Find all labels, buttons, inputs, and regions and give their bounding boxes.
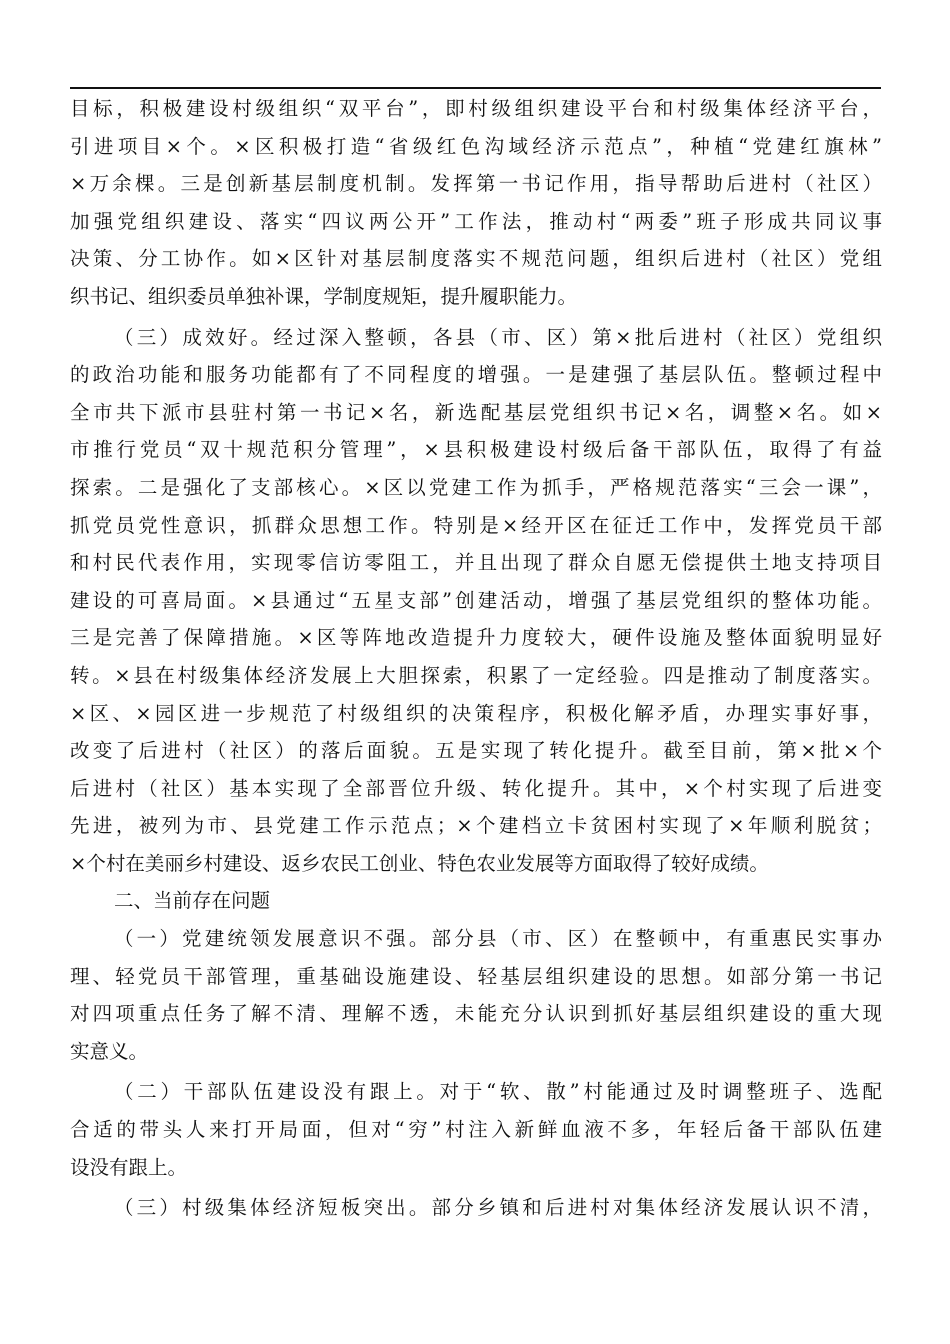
text-line: 加强党组织建设、落实“四议两公开”工作法，推动村“两委”班子形成共同议事	[70, 209, 882, 233]
text-line: 合适的带头人来打开局面，但对“穷”村注入新鲜血液不多，年轻后备干部队伍建	[70, 1118, 882, 1142]
text-line: 三是完善了保障措施。×区等阵地改造提升力度较大，硬件设施及整体面貌明显好	[70, 626, 882, 650]
text-line: 转。×县在村级集体经济发展上大胆探索，积累了一定经验。四是推动了制度落实。	[70, 663, 882, 687]
section-heading: 二、当前存在问题	[114, 889, 271, 913]
text-line: 全市共下派市县驻村第一书记×名，新选配基层党组织书记×名，调整×名。如×	[70, 400, 882, 424]
text-line: 和村民代表作用，实现零信访零阻工，并且出现了群众自愿无偿提供土地支持项目	[70, 551, 882, 575]
text-line: ×万余棵。三是创新基层制度机制。发挥第一书记作用，指导帮助后进村（社区）	[70, 172, 882, 196]
text-line: 决策、分工协作。如×区针对基层制度落实不规范问题，组织后进村（社区）党组	[70, 247, 882, 271]
text-line: 建设的可喜局面。×县通过“五星支部”创建活动，增强了基层党组织的整体功能。	[70, 588, 882, 612]
text-line: ×个村在美丽乡村建设、返乡农民工创业、特色农业发展等方面取得了较好成绩。	[70, 851, 769, 875]
text-line: 改变了后进村（社区）的落后面貌。五是实现了转化提升。截至目前，第×批×个	[70, 739, 882, 763]
text-line: 目标，积极建设村级组织“双平台”，即村级组织建设平台和村级集体经济平台，	[70, 97, 882, 120]
text-line: 的政治功能和服务功能都有了不同程度的增强。一是建强了基层队伍。整顿过程中	[70, 363, 882, 387]
text-line: 织书记、组织委员单独补课，学制度规矩，提升履职能力。	[70, 284, 578, 308]
text-line: 引进项目×个。×区积极打造“省级红色沟域经济示范点”，种植“党建红旗林”	[70, 134, 882, 158]
text-line: （三）成效好。经过深入整顿，各县（市、区）第×批后进村（社区）党组织	[114, 325, 882, 349]
text-line: 先进，被列为市、县党建工作示范点；×个建档立卡贫困村实现了×年顺利脱贫；	[70, 814, 882, 838]
text-line: 理、轻党员干部管理，重基础设施建设、轻基层组织建设的思想。如部分第一书记	[70, 964, 882, 988]
text-line: （一）党建统领发展意识不强。部分县（市、区）在整顿中，有重惠民实事办	[114, 927, 882, 951]
header-rule	[70, 87, 881, 89]
text-line: ×区、×园区进一步规范了村级组织的决策程序，积极化解矛盾，办理实事好事，	[70, 701, 882, 725]
text-line: 实意义。	[70, 1039, 149, 1063]
text-line: 设没有跟上。	[70, 1155, 188, 1179]
text-line: 抓党员党性意识，抓群众思想工作。特别是×经开区在征迁工作中，发挥党员干部	[70, 513, 882, 537]
text-line: 对四项重点任务了解不清、理解不透，未能充分认识到抓好基层组织建设的重大现	[70, 1002, 882, 1026]
document-body	[70, 90, 882, 1227]
text-line: 探索。二是强化了支部核心。×区以党建工作为抓手，严格规范落实“三会一课”，	[70, 475, 882, 499]
text-line: 后进村（社区）基本实现了全部晋位升级、转化提升。其中，×个村实现了后进变	[70, 776, 882, 800]
text-line: （三）村级集体经济短板突出。部分乡镇和后进村对集体经济发展认识不清，	[114, 1196, 882, 1220]
text-line: （二）干部队伍建设没有跟上。对于“软、散”村能通过及时调整班子、选配	[114, 1080, 882, 1104]
text-line: 市推行党员“双十规范积分管理”，×县积极建设村级后备干部队伍，取得了有益	[70, 438, 882, 462]
